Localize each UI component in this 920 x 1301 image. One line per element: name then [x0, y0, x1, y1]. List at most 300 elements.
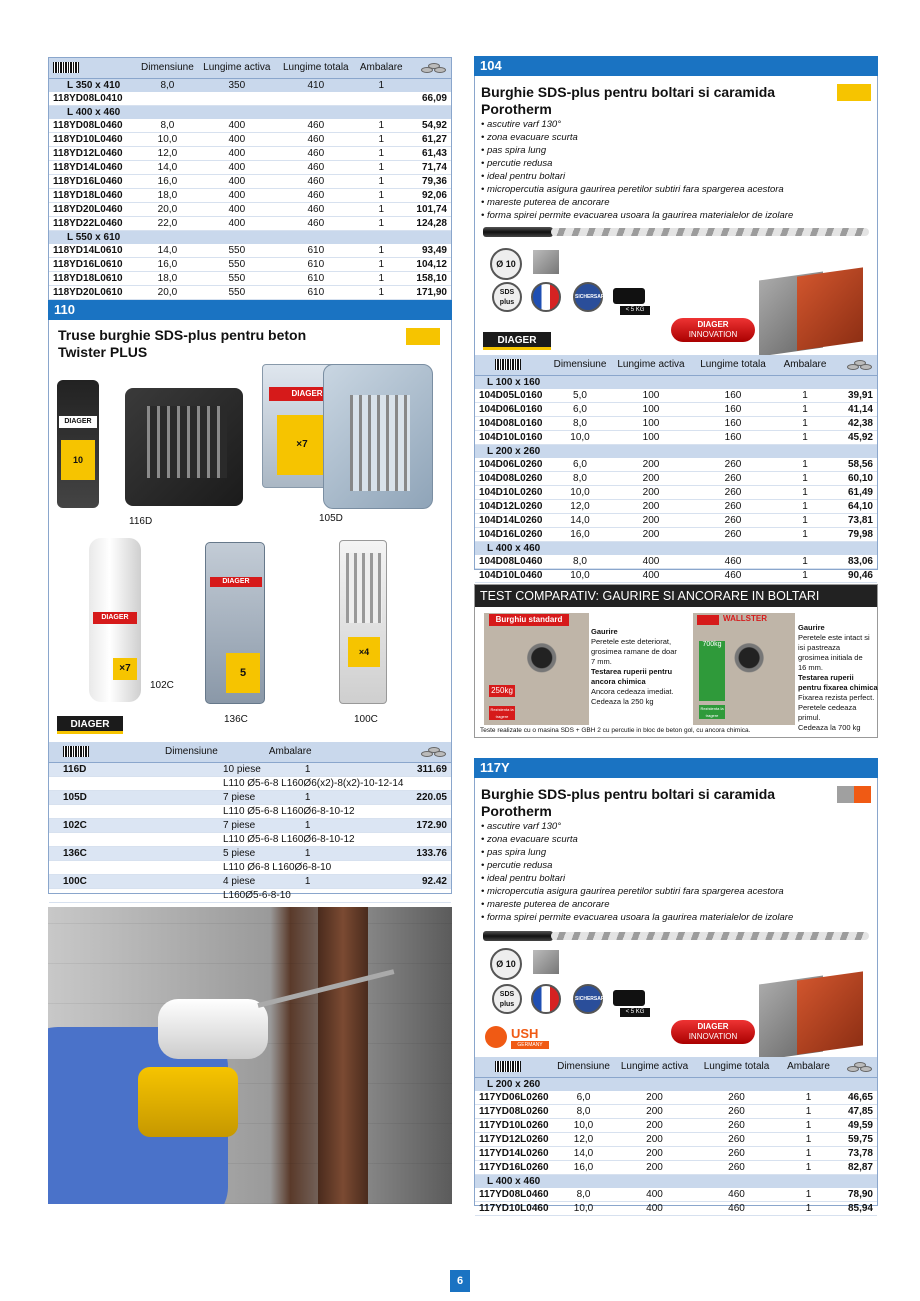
test-wallster-line4: 16 mm. — [798, 663, 824, 672]
porotherm-brick-image — [797, 267, 863, 350]
table-row — [49, 188, 451, 202]
table-row — [475, 499, 877, 513]
cell-price: 39,91 — [835, 389, 877, 403]
col-header-dimensiune: Dimensiune — [137, 58, 198, 78]
product-code: 104D14L0260 — [475, 513, 549, 527]
product-code: 117YD10L0460 — [475, 1201, 553, 1215]
test-wallster-line1: Peretele este intact si — [798, 633, 870, 642]
table-118-body — [49, 78, 451, 299]
cell-total-length: 160 — [691, 402, 775, 416]
cell-total-length: 260 — [695, 1160, 779, 1174]
cell-price: 41,14 — [835, 402, 877, 416]
cell-total-length: 260 — [691, 458, 775, 472]
cell-total-length: 460 — [691, 568, 775, 582]
table-row — [49, 762, 451, 776]
weight-label: < 5 KG — [620, 306, 650, 315]
cell-packaging — [356, 92, 407, 106]
product-code: 104D08L0260 — [475, 471, 549, 485]
cell-active-length: 100 — [611, 402, 691, 416]
cell-diameter: 20,0 — [137, 202, 198, 216]
cell-packaging: 1 — [775, 458, 835, 472]
table-row — [49, 119, 451, 133]
cell-diameter: 18,0 — [137, 271, 198, 285]
test-wallster-tag: WALLSTER — [723, 614, 767, 623]
product-code: 104D06L0160 — [475, 402, 549, 416]
cell-diameter: 16,0 — [549, 527, 611, 541]
cell-diameter: 14,0 — [137, 244, 198, 258]
product-code: 117YD12L0260 — [475, 1132, 553, 1146]
cell-diameter: 6,0 — [553, 1091, 615, 1105]
test-standard-head2-line1: Testarea ruperii pentru — [591, 667, 673, 676]
label-116d: 116D — [129, 516, 153, 527]
col-header-lungime-totala: Lungime totala — [695, 1057, 779, 1077]
innovation-line2: INNOVATION — [688, 330, 738, 339]
cell-diameter: 10,0 — [549, 568, 611, 582]
cell-price — [407, 230, 451, 244]
test-standard-text — [591, 627, 687, 707]
test-standard-head: Gaurire — [591, 627, 618, 636]
table-row — [49, 846, 451, 860]
product-code: 118YD08L0460 — [49, 119, 137, 133]
cell-detail: L160Ø5-6-8-10 — [159, 888, 451, 902]
drill-bit-body — [551, 228, 869, 236]
col-header-ambalare: Ambalare — [356, 58, 407, 78]
cell-diameter: 20,0 — [137, 285, 198, 299]
cell-active-length: 400 — [615, 1188, 695, 1202]
product-code: 118YD18L0610 — [49, 271, 137, 285]
table-row — [49, 160, 451, 174]
product-code: 118YD20L0460 — [49, 202, 137, 216]
cell-price: 73,78 — [839, 1146, 877, 1160]
cell-detail: L110 Ø6-8 L160Ø6-8-10 — [159, 860, 451, 874]
cell-price: 73,81 — [835, 513, 877, 527]
test-wallster-result2: Peretele cedeaza primul. — [798, 703, 857, 722]
cell-packaging: 1 — [779, 1118, 839, 1132]
cell-dimension: 5 piese — [159, 846, 265, 860]
section-117y-title — [481, 786, 821, 820]
group-label: L 550 x 610 — [49, 230, 137, 244]
cell-packaging: 1 — [265, 874, 365, 888]
product-code: 118YD12L0460 — [49, 146, 137, 160]
cell-diameter: 8,0 — [137, 78, 198, 92]
table-row — [475, 389, 877, 403]
cell-active-length: 400 — [198, 174, 276, 188]
cell-active-length: 400 — [198, 216, 276, 230]
test-standard-line3: 7 mm. — [591, 657, 612, 666]
cell-diameter: 18,0 — [137, 188, 198, 202]
section-110-number: 110 — [54, 302, 75, 317]
feature-bullet: • zona evacuare scurta — [481, 834, 578, 845]
cell-packaging: 1 — [356, 271, 407, 285]
barcode-icon — [495, 1061, 521, 1072]
product-image-116d-pouch — [57, 380, 99, 508]
feature-bullet: • mareste puterea de ancorare — [481, 899, 610, 910]
test-standard-result1: Ancora cedeaza imediat. — [591, 687, 674, 696]
table-row — [475, 1091, 877, 1105]
drill-bit-shank — [483, 227, 553, 237]
cell-packaging: 1 — [775, 513, 835, 527]
feature-bullet: • micropercutia asigura gaurirea peretilor subtiri fara spargerea acestora — [481, 886, 784, 897]
cell-price: 158,10 — [407, 271, 451, 285]
cell-active-length: 200 — [611, 471, 691, 485]
cell-price: 92.42 — [365, 874, 451, 888]
product-code: 136C — [49, 846, 159, 860]
col-header-ambalare: Ambalare — [779, 1057, 839, 1077]
cell-total-length: 460 — [691, 555, 775, 569]
table-group-row — [475, 444, 877, 458]
cell-price: 58,56 — [835, 458, 877, 472]
cell-price: 71,74 — [407, 160, 451, 174]
product-code: 104D06L0260 — [475, 458, 549, 472]
cell-price: 311.69 — [365, 762, 451, 776]
table-group-row — [475, 1174, 877, 1188]
cell-diameter: 16,0 — [137, 174, 198, 188]
table-row — [475, 1188, 877, 1202]
france-flag-icon — [531, 984, 561, 1014]
col-header-lungime-activa: Lungime activa — [611, 355, 691, 375]
feature-bullet: • ideal pentru boltari — [481, 171, 566, 182]
cell-empty — [49, 804, 159, 818]
label-102c: 102C — [150, 680, 174, 691]
product-code: 117YD14L0260 — [475, 1146, 553, 1160]
cell-packaging: 1 — [775, 471, 835, 485]
table-row — [475, 1118, 877, 1132]
cell-total-length — [276, 105, 356, 119]
table-row — [49, 146, 451, 160]
section-117y-number: 117Y — [480, 760, 510, 775]
table-row — [49, 92, 451, 106]
product-code: 116D — [49, 762, 159, 776]
group-label: L 200 x 260 — [475, 444, 877, 458]
cell-diameter: 10,0 — [549, 485, 611, 499]
cell-price — [407, 105, 451, 119]
cell-packaging: 1 — [356, 119, 407, 133]
product-code: 118YD14L0610 — [49, 244, 137, 258]
weight-label: < 5 KG — [620, 1008, 650, 1017]
cell-packaging: 1 — [356, 202, 407, 216]
cell-price: 220.05 — [365, 790, 451, 804]
cell-active-length: 400 — [198, 160, 276, 174]
cell-active-length — [198, 105, 276, 119]
table-row — [475, 1132, 877, 1146]
product-code: 118YD18L0460 — [49, 188, 137, 202]
feature-bullet: • mareste puterea de ancorare — [481, 197, 610, 208]
feature-bullet: • forma spirei permite evacuarea usoara la gaurirea materialelor de izolare — [481, 210, 794, 221]
cell-total-length: 410 — [276, 78, 356, 92]
cell-active-length: 400 — [198, 132, 276, 146]
cell-empty — [49, 832, 159, 846]
cell-active-length: 400 — [198, 146, 276, 160]
table-detail-row — [49, 804, 451, 818]
cell-price — [407, 78, 451, 92]
section-104-bullets — [481, 118, 876, 222]
cell-detail: L110 Ø5-6-8 L160Ø6(x2)-8(x2)-10-12-14 — [159, 776, 451, 790]
table-118-panel — [48, 57, 452, 301]
section-104-panel — [474, 76, 878, 581]
table-row — [475, 471, 877, 485]
cell-active-length: 200 — [611, 527, 691, 541]
cell-packaging: 1 — [356, 244, 407, 258]
cell-diameter: 10,0 — [549, 430, 611, 444]
cell-total-length: 260 — [691, 485, 775, 499]
cell-active-length: 350 — [198, 78, 276, 92]
product-code: 104D12L0260 — [475, 499, 549, 513]
test-title: TEST COMPARATIV: GAURIRE SI ANCORARE IN BOLTARI — [475, 585, 877, 607]
cell-diameter: 12,0 — [137, 146, 198, 160]
tube-pack-label: ×7 — [113, 658, 137, 680]
cell-packaging: 1 — [356, 146, 407, 160]
cell-packaging: 1 — [775, 485, 835, 499]
table-group-row — [49, 105, 451, 119]
col-header-ambalare: Ambalare — [265, 742, 365, 762]
cell-packaging — [356, 105, 407, 119]
table-row — [49, 202, 451, 216]
product-code: 104D05L0160 — [475, 389, 549, 403]
cell-diameter: 8,0 — [553, 1104, 615, 1118]
test-standard-kg: 250kg — [489, 685, 515, 697]
table-117y-body — [475, 1077, 877, 1215]
product-code: 117YD16L0260 — [475, 1160, 553, 1174]
table-104 — [475, 355, 877, 583]
product-code: 105D — [49, 790, 159, 804]
cell-active-length: 400 — [611, 568, 691, 582]
table-row — [475, 1201, 877, 1215]
col-header-dimensiune: Dimensiune — [553, 1057, 615, 1077]
table-110 — [49, 742, 451, 903]
group-label: L 200 x 260 — [475, 1077, 877, 1091]
barcode-icon — [63, 746, 89, 757]
table-row — [475, 458, 877, 472]
cell-price: 61,43 — [407, 146, 451, 160]
cell-total-length: 260 — [695, 1146, 779, 1160]
label-105d: 105D — [319, 513, 343, 524]
cell-packaging: 1 — [356, 174, 407, 188]
cell-diameter — [137, 92, 198, 106]
feature-bullet: • ascutire varf 130° — [481, 119, 561, 130]
cell-total-length: 460 — [276, 160, 356, 174]
cell-active-length: 400 — [198, 188, 276, 202]
page-number: 6 — [450, 1270, 470, 1292]
product-code: 104D10L0260 — [475, 485, 549, 499]
cell-packaging: 1 — [775, 416, 835, 430]
cell-active-length: 400 — [611, 555, 691, 569]
cell-diameter — [137, 230, 198, 244]
photo-drilling-wall — [48, 907, 452, 1204]
table-110-wrap — [49, 742, 451, 903]
cell-diameter: 8,0 — [549, 555, 611, 569]
product-code: 118YD16L0460 — [49, 174, 137, 188]
cell-dimension: 7 piese — [159, 790, 265, 804]
case-brand-label: DIAGER — [269, 387, 345, 401]
cell-total-length: 260 — [695, 1104, 779, 1118]
product-code: 118YD22L0460 — [49, 216, 137, 230]
table-row — [475, 402, 877, 416]
case-136c-brand: DIAGER — [210, 577, 262, 587]
cell-active-length: 400 — [198, 119, 276, 133]
section-104-number: 104 — [480, 58, 502, 73]
cell-packaging: 1 — [356, 257, 407, 271]
cell-price: 45,92 — [835, 430, 877, 444]
cell-diameter: 5,0 — [549, 389, 611, 403]
ush-logo — [485, 1026, 555, 1050]
cell-packaging: 1 — [779, 1201, 839, 1215]
barcode-icon — [53, 62, 79, 73]
test-wallster-text — [798, 623, 878, 733]
cell-total-length: 460 — [695, 1201, 779, 1215]
table-row — [475, 1146, 877, 1160]
table-117y-wrap — [475, 1057, 877, 1216]
block-small-icon — [533, 950, 559, 974]
cell-packaging: 1 — [265, 846, 365, 860]
cell-packaging: 1 — [779, 1160, 839, 1174]
cell-active-length: 200 — [611, 458, 691, 472]
table-row — [475, 485, 877, 499]
section-104-title-line1: Burghie SDS-plus pentru boltari si caramida — [481, 84, 776, 100]
cell-total-length: 460 — [276, 146, 356, 160]
product-code: 104D10L0460 — [475, 568, 549, 582]
cell-detail: L110 Ø5-6-8 L160Ø6-8-10-12 — [159, 832, 451, 846]
cell-price: 59,75 — [839, 1132, 877, 1146]
section-117y-title-line2: Porotherm — [481, 803, 552, 819]
drill-bit-shank — [483, 931, 553, 941]
cell-active-length: 550 — [198, 285, 276, 299]
cell-price: 171,90 — [407, 285, 451, 299]
table-row — [475, 513, 877, 527]
cell-price: 64,10 — [835, 499, 877, 513]
cell-packaging: 1 — [775, 389, 835, 403]
cell-total-length: 460 — [276, 119, 356, 133]
table-group-row — [475, 541, 877, 555]
case-pack-label: ×7 — [277, 415, 327, 475]
cell-price: 60,10 — [835, 471, 877, 485]
cell-price: 79,98 — [835, 527, 877, 541]
section-104-header — [474, 56, 878, 76]
product-code: 117YD08L0260 — [475, 1104, 553, 1118]
sichersafe-icon: SICHERSAFE — [573, 282, 603, 312]
cell-total-length: 460 — [276, 202, 356, 216]
sds-plus-icon: SDS plus — [492, 282, 522, 312]
col-header-dimensiune: Dimensiune — [159, 742, 265, 762]
section-110-panel — [48, 320, 452, 901]
product-code: 118YD16L0610 — [49, 257, 137, 271]
cell-empty — [49, 860, 159, 874]
table-row — [49, 271, 451, 285]
worker-glove — [158, 999, 268, 1059]
coins-icon — [421, 746, 447, 758]
cell-diameter: 6,0 — [549, 402, 611, 416]
cell-active-length: 200 — [615, 1132, 695, 1146]
cell-total-length: 160 — [691, 416, 775, 430]
cell-packaging: 1 — [265, 790, 365, 804]
cell-diameter: 14,0 — [137, 160, 198, 174]
sichersafe-icon: SICHERSAFE — [573, 984, 603, 1014]
coins-icon — [421, 62, 447, 74]
section-117y-title-line1: Burghie SDS-plus pentru boltari si caramida — [481, 786, 776, 802]
cell-diameter: 12,0 — [549, 499, 611, 513]
cell-price: 49,59 — [839, 1118, 877, 1132]
section-110-title-line1: Truse burghie SDS-plus pentru beton — [58, 327, 307, 343]
feature-bullet: • ascutire varf 130° — [481, 821, 561, 832]
product-code: 117YD10L0260 — [475, 1118, 553, 1132]
hammer-drill-icon — [613, 990, 645, 1006]
cell-diameter: 8,0 — [549, 471, 611, 485]
drill-bit-body — [551, 932, 869, 940]
barcode-icon — [495, 359, 521, 370]
cell-packaging: 1 — [775, 555, 835, 569]
cell-packaging: 1 — [779, 1146, 839, 1160]
cell-packaging: 1 — [356, 78, 407, 92]
cell-active-length: 200 — [611, 485, 691, 499]
cell-active-length: 100 — [611, 416, 691, 430]
product-code: 117YD06L0260 — [475, 1091, 553, 1105]
test-wallster-head: Gaurire — [798, 623, 825, 632]
cell-total-length: 460 — [276, 216, 356, 230]
pouch-pack-label: 10 — [61, 440, 95, 480]
cell-packaging: 1 — [775, 402, 835, 416]
cell-active-length — [198, 92, 276, 106]
cell-total-length — [276, 92, 356, 106]
cell-packaging: 1 — [356, 216, 407, 230]
cell-price: 104,12 — [407, 257, 451, 271]
col-header-lungime-totala: Lungime totala — [691, 355, 775, 375]
cell-total-length: 460 — [276, 188, 356, 202]
table-group-row — [475, 1077, 877, 1091]
feature-bullet: • micropercutia asigura gaurirea peretilor subtiri fara spargerea acestora — [481, 184, 784, 195]
label-100c: 100C — [354, 714, 378, 725]
coins-icon — [847, 1061, 873, 1073]
ush-logo-mark — [485, 1026, 507, 1048]
cell-price: 90,46 — [835, 568, 877, 582]
section-110-color-swatch — [406, 328, 440, 345]
cell-price: 79,36 — [407, 174, 451, 188]
cell-empty — [49, 776, 159, 790]
test-standard-line2: grosimea ramane de doar — [591, 647, 677, 656]
cell-active-length: 200 — [611, 513, 691, 527]
feature-bullet: • zona evacuare scurta — [481, 132, 578, 143]
table-row — [475, 1160, 877, 1174]
cell-total-length: 260 — [691, 471, 775, 485]
col-header-ambalare: Ambalare — [775, 355, 835, 375]
product-code: 104D10L0160 — [475, 430, 549, 444]
ush-logo-text: USH — [511, 1026, 539, 1041]
table-row — [49, 132, 451, 146]
cell-dimension: 10 piese — [159, 762, 265, 776]
product-image-136c-case — [205, 542, 265, 704]
section-117y-panel — [474, 778, 878, 1214]
tube-brand-label: DIAGER — [93, 612, 137, 624]
diager-innovation-badge — [671, 1020, 755, 1044]
cell-price: 47,85 — [839, 1104, 877, 1118]
case-100c-bits — [346, 553, 382, 623]
cell-total-length: 260 — [695, 1091, 779, 1105]
cell-price: 172.90 — [365, 818, 451, 832]
cell-packaging: 1 — [775, 430, 835, 444]
test-wallster-result3: Cedeaza la 700 kg — [798, 723, 861, 732]
cell-diameter: 8,0 — [137, 119, 198, 133]
test-wallster-line3: grosimea initiala de — [798, 653, 863, 662]
cell-active-length: 100 — [611, 389, 691, 403]
cell-price: 82,87 — [839, 1160, 877, 1174]
product-code: 117YD08L0460 — [475, 1188, 553, 1202]
cell-total-length: 260 — [695, 1132, 779, 1146]
cell-active-length: 200 — [615, 1160, 695, 1174]
cell-active-length: 200 — [615, 1146, 695, 1160]
cell-total-length — [276, 230, 356, 244]
cell-total-length: 160 — [691, 430, 775, 444]
cell-detail: L110 Ø5-6-8 L160Ø6-8-10-12 — [159, 804, 451, 818]
group-label: L 400 x 460 — [475, 1174, 877, 1188]
block-small-icon — [533, 250, 559, 274]
